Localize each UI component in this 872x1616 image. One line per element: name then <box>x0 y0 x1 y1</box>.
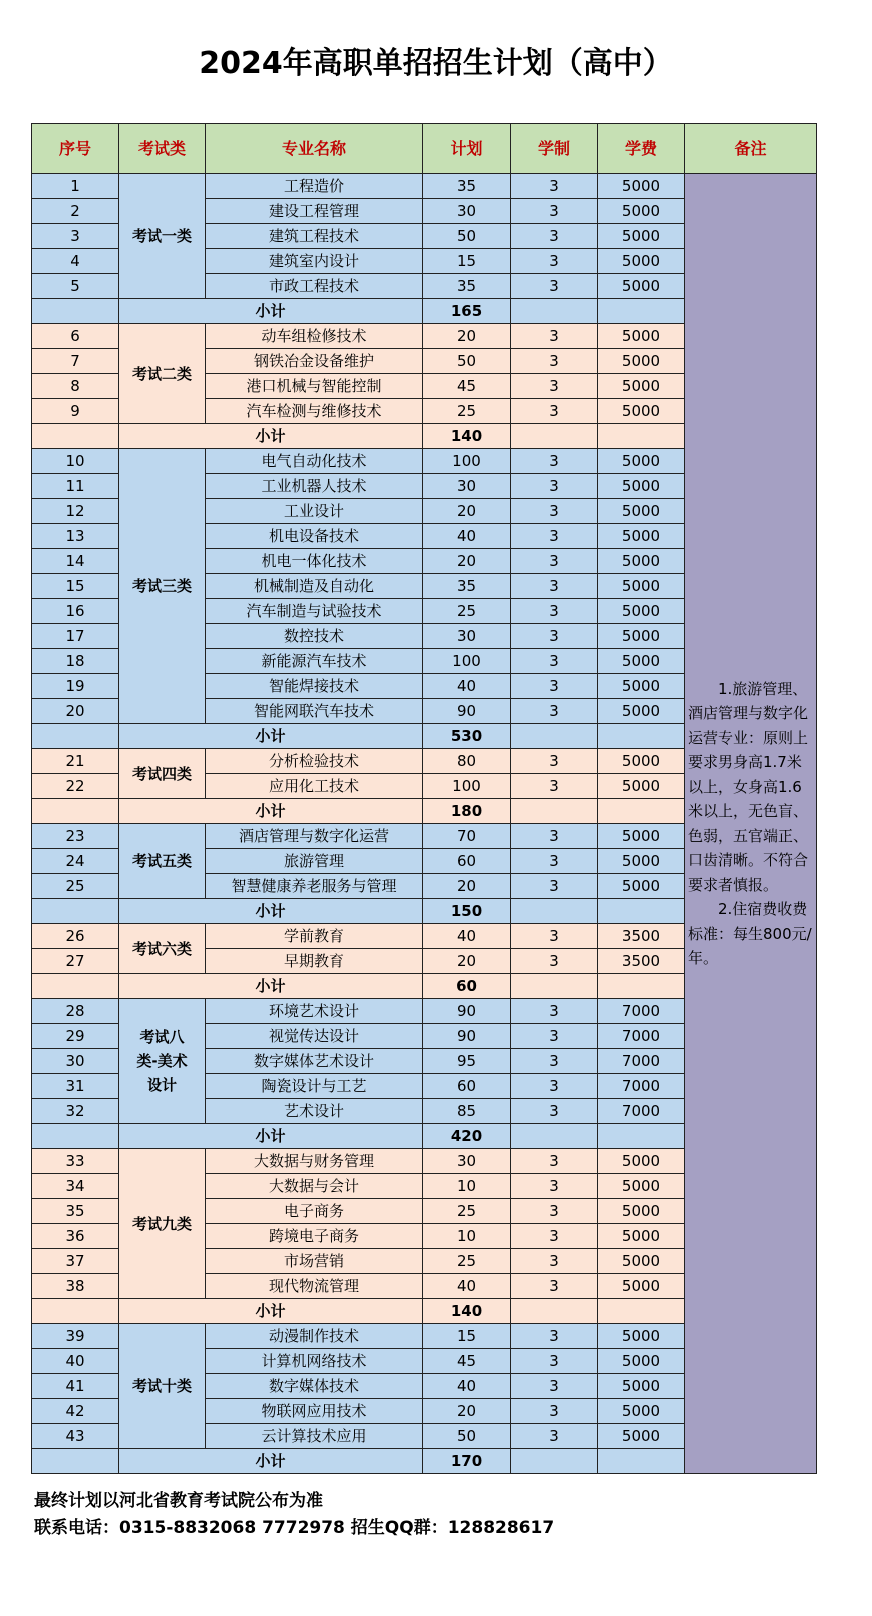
duration-cell: 3 <box>511 549 598 574</box>
seq-cell: 39 <box>32 1324 119 1349</box>
duration-cell: 3 <box>511 624 598 649</box>
duration-cell: 3 <box>511 1274 598 1299</box>
subtotal-blank <box>32 899 119 924</box>
subtotal-blank <box>32 724 119 749</box>
major-cell: 建设工程管理 <box>206 199 423 224</box>
subtotal-blank <box>511 799 598 824</box>
major-cell: 市政工程技术 <box>206 274 423 299</box>
duration-cell: 3 <box>511 649 598 674</box>
seq-cell: 4 <box>32 249 119 274</box>
tuition-cell: 5000 <box>598 874 685 899</box>
seq-cell: 1 <box>32 174 119 199</box>
subtotal-blank <box>32 1124 119 1149</box>
major-cell: 汽车检测与维修技术 <box>206 399 423 424</box>
plan-cell: 30 <box>423 1149 511 1174</box>
major-cell: 酒店管理与数字化运营 <box>206 824 423 849</box>
subtotal-value: 530 <box>423 724 511 749</box>
plan-cell: 30 <box>423 624 511 649</box>
seq-cell: 27 <box>32 949 119 974</box>
major-cell: 工程造价 <box>206 174 423 199</box>
seq-cell: 12 <box>32 499 119 524</box>
duration-cell: 3 <box>511 199 598 224</box>
seq-cell: 33 <box>32 1149 119 1174</box>
plan-cell: 35 <box>423 174 511 199</box>
category-cell: 考试二类 <box>119 324 206 424</box>
seq-cell: 7 <box>32 349 119 374</box>
seq-cell: 25 <box>32 874 119 899</box>
subtotal-blank <box>598 799 685 824</box>
seq-cell: 2 <box>32 199 119 224</box>
seq-cell: 18 <box>32 649 119 674</box>
major-cell: 工业设计 <box>206 499 423 524</box>
plan-cell: 80 <box>423 749 511 774</box>
plan-cell: 20 <box>423 874 511 899</box>
subtotal-blank <box>32 1449 119 1474</box>
plan-cell: 25 <box>423 1199 511 1224</box>
tuition-cell: 5000 <box>598 699 685 724</box>
seq-cell: 31 <box>32 1074 119 1099</box>
category-cell: 考试六类 <box>119 924 206 974</box>
duration-cell: 3 <box>511 1224 598 1249</box>
subtotal-blank <box>511 424 598 449</box>
major-cell: 电子商务 <box>206 1199 423 1224</box>
tuition-cell: 7000 <box>598 1074 685 1099</box>
header-category: 考试类 <box>119 124 206 174</box>
plan-cell: 40 <box>423 924 511 949</box>
seq-cell: 17 <box>32 624 119 649</box>
major-cell: 陶瓷设计与工艺 <box>206 1074 423 1099</box>
duration-cell: 3 <box>511 949 598 974</box>
duration-cell: 3 <box>511 774 598 799</box>
seq-cell: 30 <box>32 1049 119 1074</box>
major-cell: 早期教育 <box>206 949 423 974</box>
subtotal-label: 小计 <box>119 1299 423 1324</box>
seq-cell: 9 <box>32 399 119 424</box>
tuition-cell: 5000 <box>598 674 685 699</box>
duration-cell: 3 <box>511 274 598 299</box>
major-cell: 分析检验技术 <box>206 749 423 774</box>
tuition-cell: 5000 <box>598 774 685 799</box>
subtotal-value: 60 <box>423 974 511 999</box>
table-header-row <box>32 124 817 174</box>
remark-paragraph: 2.住宿费收费标准：每生800元/年。 <box>688 900 812 967</box>
subtotal-blank <box>511 899 598 924</box>
major-cell: 机电一体化技术 <box>206 549 423 574</box>
plan-cell: 15 <box>423 1324 511 1349</box>
seq-cell: 34 <box>32 1174 119 1199</box>
category-cell: 考试九类 <box>119 1149 206 1299</box>
major-cell: 跨境电子商务 <box>206 1224 423 1249</box>
major-cell: 应用化工技术 <box>206 774 423 799</box>
subtotal-value: 170 <box>423 1449 511 1474</box>
seq-cell: 43 <box>32 1424 119 1449</box>
subtotal-label: 小计 <box>119 974 423 999</box>
seq-cell: 42 <box>32 1399 119 1424</box>
subtotal-value: 165 <box>423 299 511 324</box>
footer-contact: 联系电话：0315-8832068 7772978 招生QQ群：128828617 <box>34 1518 555 1538</box>
duration-cell: 3 <box>511 1349 598 1374</box>
major-cell: 市场营销 <box>206 1249 423 1274</box>
tuition-cell: 5000 <box>598 524 685 549</box>
seq-cell: 5 <box>32 274 119 299</box>
subtotal-value: 420 <box>423 1124 511 1149</box>
plan-cell: 45 <box>423 374 511 399</box>
category-cell: 考试一类 <box>119 174 206 299</box>
major-cell: 数控技术 <box>206 624 423 649</box>
seq-cell: 6 <box>32 324 119 349</box>
tuition-cell: 5000 <box>598 1399 685 1424</box>
major-cell: 旅游管理 <box>206 849 423 874</box>
duration-cell: 3 <box>511 699 598 724</box>
tuition-cell: 5000 <box>598 599 685 624</box>
subtotal-blank <box>32 974 119 999</box>
duration-cell: 3 <box>511 349 598 374</box>
tuition-cell: 5000 <box>598 1149 685 1174</box>
duration-cell: 3 <box>511 1149 598 1174</box>
duration-cell: 3 <box>511 499 598 524</box>
duration-cell: 3 <box>511 599 598 624</box>
duration-cell: 3 <box>511 874 598 899</box>
major-cell: 工业机器人技术 <box>206 474 423 499</box>
subtotal-blank <box>511 1124 598 1149</box>
seq-cell: 37 <box>32 1249 119 1274</box>
major-cell: 智慧健康养老服务与管理 <box>206 874 423 899</box>
subtotal-blank <box>598 1449 685 1474</box>
tuition-cell: 5000 <box>598 1224 685 1249</box>
tuition-cell: 7000 <box>598 1099 685 1124</box>
category-cell: 考试三类 <box>119 449 206 724</box>
duration-cell: 3 <box>511 1174 598 1199</box>
seq-cell: 32 <box>32 1099 119 1124</box>
seq-cell: 3 <box>32 224 119 249</box>
seq-cell: 29 <box>32 1024 119 1049</box>
tuition-cell: 7000 <box>598 1024 685 1049</box>
plan-cell: 90 <box>423 1024 511 1049</box>
plan-cell: 95 <box>423 1049 511 1074</box>
tuition-cell: 5000 <box>598 374 685 399</box>
tuition-cell: 3500 <box>598 924 685 949</box>
plan-cell: 60 <box>423 1074 511 1099</box>
subtotal-value: 150 <box>423 899 511 924</box>
plan-cell: 40 <box>423 1274 511 1299</box>
duration-cell: 3 <box>511 999 598 1024</box>
major-cell: 视觉传达设计 <box>206 1024 423 1049</box>
major-cell: 电气自动化技术 <box>206 449 423 474</box>
tuition-cell: 5000 <box>598 574 685 599</box>
seq-cell: 35 <box>32 1199 119 1224</box>
footer-note: 最终计划以河北省教育考试院公布为准 <box>34 1491 323 1511</box>
tuition-cell: 5000 <box>598 1424 685 1449</box>
major-cell: 机电设备技术 <box>206 524 423 549</box>
seq-cell: 21 <box>32 749 119 774</box>
duration-cell: 3 <box>511 749 598 774</box>
header-duration: 学制 <box>511 124 598 174</box>
major-cell: 云计算技术应用 <box>206 1424 423 1449</box>
seq-cell: 36 <box>32 1224 119 1249</box>
seq-cell: 28 <box>32 999 119 1024</box>
tuition-cell: 5000 <box>598 824 685 849</box>
duration-cell: 3 <box>511 1374 598 1399</box>
subtotal-label: 小计 <box>119 424 423 449</box>
subtotal-blank <box>32 299 119 324</box>
plan-cell: 90 <box>423 699 511 724</box>
header-plan: 计划 <box>423 124 511 174</box>
subtotal-label: 小计 <box>119 1449 423 1474</box>
major-cell: 机械制造及自动化 <box>206 574 423 599</box>
tuition-cell: 7000 <box>598 1049 685 1074</box>
plan-cell: 100 <box>423 449 511 474</box>
duration-cell: 3 <box>511 1399 598 1424</box>
subtotal-blank <box>598 424 685 449</box>
tuition-cell: 5000 <box>598 1174 685 1199</box>
duration-cell: 3 <box>511 1049 598 1074</box>
plan-cell: 40 <box>423 1374 511 1399</box>
seq-cell: 10 <box>32 449 119 474</box>
major-cell: 钢铁冶金设备维护 <box>206 349 423 374</box>
header-seq: 序号 <box>32 124 119 174</box>
duration-cell: 3 <box>511 1249 598 1274</box>
duration-cell: 3 <box>511 224 598 249</box>
plan-cell: 35 <box>423 574 511 599</box>
major-cell: 建筑室内设计 <box>206 249 423 274</box>
subtotal-blank <box>511 724 598 749</box>
plan-cell: 70 <box>423 824 511 849</box>
plan-cell: 30 <box>423 474 511 499</box>
tuition-cell: 5000 <box>598 749 685 774</box>
subtotal-blank <box>598 974 685 999</box>
plan-cell: 30 <box>423 199 511 224</box>
plan-cell: 25 <box>423 399 511 424</box>
plan-cell: 15 <box>423 249 511 274</box>
subtotal-blank <box>511 1449 598 1474</box>
header-tuition: 学费 <box>598 124 685 174</box>
duration-cell: 3 <box>511 1024 598 1049</box>
seq-cell: 20 <box>32 699 119 724</box>
seq-cell: 38 <box>32 1274 119 1299</box>
plan-cell: 25 <box>423 1249 511 1274</box>
subtotal-blank <box>598 724 685 749</box>
duration-cell: 3 <box>511 824 598 849</box>
tuition-cell: 5000 <box>598 649 685 674</box>
major-cell: 建筑工程技术 <box>206 224 423 249</box>
subtotal-blank <box>511 299 598 324</box>
duration-cell: 3 <box>511 324 598 349</box>
duration-cell: 3 <box>511 474 598 499</box>
duration-cell: 3 <box>511 1099 598 1124</box>
duration-cell: 3 <box>511 1199 598 1224</box>
plan-cell: 90 <box>423 999 511 1024</box>
subtotal-blank <box>32 1299 119 1324</box>
plan-cell: 25 <box>423 599 511 624</box>
category-cell: 考试四类 <box>119 749 206 799</box>
subtotal-label: 小计 <box>119 1124 423 1149</box>
tuition-cell: 5000 <box>598 624 685 649</box>
duration-cell: 3 <box>511 1324 598 1349</box>
page-title: 2024年高职单招招生计划（高中） <box>199 46 673 81</box>
header-remark: 备注 <box>685 124 817 174</box>
tuition-cell: 5000 <box>598 1274 685 1299</box>
tuition-cell: 5000 <box>598 1374 685 1399</box>
duration-cell: 3 <box>511 849 598 874</box>
subtotal-blank <box>598 1299 685 1324</box>
enrollment-plan-table <box>31 123 817 1474</box>
tuition-cell: 5000 <box>598 449 685 474</box>
plan-cell: 10 <box>423 1174 511 1199</box>
tuition-cell: 5000 <box>598 849 685 874</box>
major-cell: 新能源汽车技术 <box>206 649 423 674</box>
tuition-cell: 3500 <box>598 949 685 974</box>
duration-cell: 3 <box>511 1424 598 1449</box>
plan-cell: 20 <box>423 324 511 349</box>
tuition-cell: 5000 <box>598 224 685 249</box>
major-cell: 环境艺术设计 <box>206 999 423 1024</box>
seq-cell: 11 <box>32 474 119 499</box>
tuition-cell: 5000 <box>598 399 685 424</box>
seq-cell: 26 <box>32 924 119 949</box>
plan-cell: 45 <box>423 1349 511 1374</box>
major-cell: 物联网应用技术 <box>206 1399 423 1424</box>
major-cell: 港口机械与智能控制 <box>206 374 423 399</box>
plan-cell: 40 <box>423 674 511 699</box>
tuition-cell: 5000 <box>598 249 685 274</box>
seq-cell: 16 <box>32 599 119 624</box>
duration-cell: 3 <box>511 674 598 699</box>
major-cell: 大数据与会计 <box>206 1174 423 1199</box>
category-cell: 考试十类 <box>119 1324 206 1449</box>
tuition-cell: 5000 <box>598 199 685 224</box>
seq-cell: 24 <box>32 849 119 874</box>
plan-cell: 50 <box>423 349 511 374</box>
plan-cell: 50 <box>423 224 511 249</box>
major-cell: 现代物流管理 <box>206 1274 423 1299</box>
seq-cell: 19 <box>32 674 119 699</box>
plan-cell: 100 <box>423 649 511 674</box>
subtotal-label: 小计 <box>119 899 423 924</box>
tuition-cell: 5000 <box>598 324 685 349</box>
major-cell: 汽车制造与试验技术 <box>206 599 423 624</box>
duration-cell: 3 <box>511 399 598 424</box>
subtotal-value: 180 <box>423 799 511 824</box>
category-cell: 考试五类 <box>119 824 206 899</box>
subtotal-value: 140 <box>423 1299 511 1324</box>
major-cell: 学前教育 <box>206 924 423 949</box>
plan-cell: 20 <box>423 549 511 574</box>
major-cell: 智能焊接技术 <box>206 674 423 699</box>
plan-cell: 20 <box>423 1399 511 1424</box>
duration-cell: 3 <box>511 1074 598 1099</box>
tuition-cell: 5000 <box>598 1324 685 1349</box>
subtotal-blank <box>32 424 119 449</box>
major-cell: 动漫制作技术 <box>206 1324 423 1349</box>
duration-cell: 3 <box>511 249 598 274</box>
tuition-cell: 5000 <box>598 474 685 499</box>
tuition-cell: 5000 <box>598 174 685 199</box>
plan-cell: 60 <box>423 849 511 874</box>
seq-cell: 15 <box>32 574 119 599</box>
subtotal-label: 小计 <box>119 799 423 824</box>
tuition-cell: 5000 <box>598 1349 685 1374</box>
header-major: 专业名称 <box>206 124 423 174</box>
duration-cell: 3 <box>511 524 598 549</box>
tuition-cell: 5000 <box>598 274 685 299</box>
subtotal-blank <box>511 974 598 999</box>
category-cell: 考试八类-美术设计 <box>119 999 206 1124</box>
major-cell: 智能网联汽车技术 <box>206 699 423 724</box>
subtotal-label: 小计 <box>119 724 423 749</box>
seq-cell: 40 <box>32 1349 119 1374</box>
seq-cell: 13 <box>32 524 119 549</box>
plan-cell: 20 <box>423 949 511 974</box>
plan-cell: 85 <box>423 1099 511 1124</box>
duration-cell: 3 <box>511 924 598 949</box>
tuition-cell: 5000 <box>598 549 685 574</box>
major-cell: 艺术设计 <box>206 1099 423 1124</box>
subtotal-blank <box>511 1299 598 1324</box>
plan-cell: 10 <box>423 1224 511 1249</box>
plan-cell: 35 <box>423 274 511 299</box>
tuition-cell: 5000 <box>598 349 685 374</box>
tuition-cell: 5000 <box>598 1249 685 1274</box>
remark-cell <box>685 174 817 1474</box>
duration-cell: 3 <box>511 449 598 474</box>
tuition-cell: 7000 <box>598 999 685 1024</box>
subtotal-value: 140 <box>423 424 511 449</box>
major-cell: 大数据与财务管理 <box>206 1149 423 1174</box>
subtotal-blank <box>598 899 685 924</box>
table-row <box>32 174 817 199</box>
seq-cell: 22 <box>32 774 119 799</box>
seq-cell: 41 <box>32 1374 119 1399</box>
tuition-cell: 5000 <box>598 1199 685 1224</box>
plan-cell: 100 <box>423 774 511 799</box>
remark-paragraph: 1.旅游管理、酒店管理与数字化运营专业：原则上要求男身高1.7米以上，女身高1.6米以上，无色盲、色弱，五官端正、口齿清晰。不符合要求者慎报。 <box>688 679 809 894</box>
plan-cell: 40 <box>423 524 511 549</box>
major-cell: 数字媒体技术 <box>206 1374 423 1399</box>
duration-cell: 3 <box>511 374 598 399</box>
major-cell: 计算机网络技术 <box>206 1349 423 1374</box>
subtotal-blank <box>32 799 119 824</box>
subtotal-blank <box>598 1124 685 1149</box>
major-cell: 动车组检修技术 <box>206 324 423 349</box>
plan-cell: 20 <box>423 499 511 524</box>
seq-cell: 14 <box>32 549 119 574</box>
seq-cell: 23 <box>32 824 119 849</box>
tuition-cell: 5000 <box>598 499 685 524</box>
subtotal-label: 小计 <box>119 299 423 324</box>
duration-cell: 3 <box>511 574 598 599</box>
duration-cell: 3 <box>511 174 598 199</box>
subtotal-blank <box>598 299 685 324</box>
major-cell: 数字媒体艺术设计 <box>206 1049 423 1074</box>
plan-cell: 50 <box>423 1424 511 1449</box>
seq-cell: 8 <box>32 374 119 399</box>
